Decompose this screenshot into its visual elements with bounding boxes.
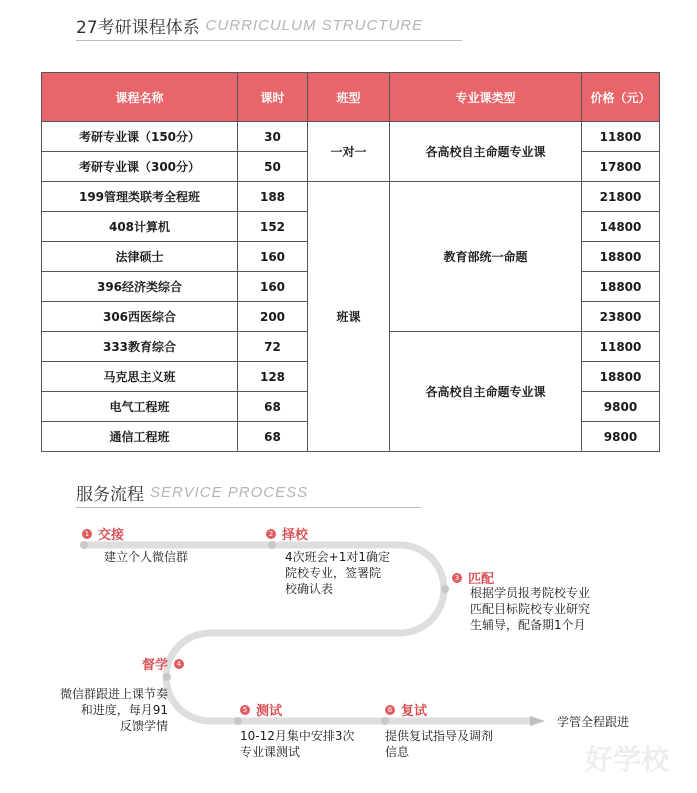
step-label: 复试 xyxy=(401,704,428,719)
step-4-title xyxy=(142,654,184,673)
major-type-cell: 各高校自主命题专业课 xyxy=(390,332,582,452)
course-hours: 72 xyxy=(238,332,308,362)
course-hours: 188 xyxy=(238,182,308,212)
step-1-title xyxy=(82,524,124,543)
step-5-desc xyxy=(240,728,355,760)
step-number-icon: 4 xyxy=(174,659,184,669)
course-name: 通信工程班 xyxy=(42,422,238,452)
course-hours: 160 xyxy=(238,242,308,272)
step-6-desc xyxy=(385,728,493,760)
course-price: 17800 xyxy=(582,152,660,182)
desc-line: 匹配目标院校专业研究 xyxy=(470,602,591,616)
class-type-cell: 一对一 xyxy=(308,122,390,182)
course-hours: 128 xyxy=(238,362,308,392)
course-price: 18800 xyxy=(582,242,660,272)
step-label: 督学 xyxy=(142,658,169,673)
desc-line: 信息 xyxy=(385,745,410,759)
step-3-desc xyxy=(470,585,590,633)
final-step: 学管全程跟进 xyxy=(557,715,630,729)
course-price: 21800 xyxy=(582,182,660,212)
header-hours: 课时 xyxy=(238,73,308,122)
course-hours: 200 xyxy=(238,302,308,332)
step-label: 测试 xyxy=(256,704,283,719)
step-number-icon: 1 xyxy=(82,529,92,539)
step-5-title xyxy=(240,700,282,719)
header-major-type: 专业课类型 xyxy=(390,73,582,122)
course-hours: 68 xyxy=(238,392,308,422)
dot-icon xyxy=(441,585,449,593)
course-name: 333教育综合 xyxy=(42,332,238,362)
course-name: 考研专业课（300分） xyxy=(42,152,238,182)
course-hours: 50 xyxy=(238,152,308,182)
desc-line: 校确认表 xyxy=(285,582,334,596)
desc-line: 反馈学情 xyxy=(119,719,168,733)
service-title: 服务流程 xyxy=(76,484,144,505)
course-hours: 68 xyxy=(238,422,308,452)
course-price: 11800 xyxy=(582,332,660,362)
dot-icon xyxy=(163,673,171,681)
course-price: 9800 xyxy=(582,392,660,422)
desc-line: 4次班会+1对1确定 xyxy=(285,550,390,564)
course-name: 电气工程班 xyxy=(42,392,238,422)
desc-line: 提供复试指导及调剂 xyxy=(385,729,494,743)
step-2-title xyxy=(266,524,308,543)
course-name: 199管理类联考全程班 xyxy=(42,182,238,212)
course-name: 306西医综合 xyxy=(42,302,238,332)
major-type-cell: 各高校自主命题专业课 xyxy=(390,122,582,182)
class-type-cell: 班课 xyxy=(308,182,390,452)
header-class-type: 班型 xyxy=(308,73,390,122)
desc-line: 微信群跟进上课节奏 xyxy=(59,687,168,701)
process-arrow-icon xyxy=(530,716,545,726)
step-number-icon: 2 xyxy=(266,529,276,539)
desc-line: 生辅导，配备期1个月 xyxy=(470,618,586,632)
step-4-desc xyxy=(38,686,168,734)
course-hours: 30 xyxy=(238,122,308,152)
curriculum-title-en: CURRICULUM STRUCTURE xyxy=(205,16,424,34)
step-number-icon: 5 xyxy=(240,705,250,715)
course-price: 18800 xyxy=(582,272,660,302)
course-name: 法律硕士 xyxy=(42,242,238,272)
course-price: 18800 xyxy=(582,362,660,392)
course-price: 23800 xyxy=(582,302,660,332)
desc-line: 根据学员报考院校专业 xyxy=(470,586,591,600)
step-label: 交接 xyxy=(98,528,125,543)
step-2-desc xyxy=(285,549,390,597)
desc-line: 院校专业，签署院 xyxy=(285,566,382,580)
desc-line: 建立个人微信群 xyxy=(104,550,189,564)
curriculum-title: 27考研课程体系 xyxy=(76,17,200,38)
header-price: 价格（元） xyxy=(582,73,660,122)
course-price: 9800 xyxy=(582,422,660,452)
course-hours: 160 xyxy=(238,272,308,302)
step-number-icon: 3 xyxy=(452,573,462,583)
course-name: 马克思主义班 xyxy=(42,362,238,392)
watermark-logo: 好学校 xyxy=(585,743,670,776)
desc-line: 和进度，每月91 xyxy=(80,703,168,717)
step-label: 择校 xyxy=(282,528,309,543)
service-title-en: SERVICE PROCESS xyxy=(150,483,309,501)
step-label: 匹配 xyxy=(468,572,495,587)
step-6-title xyxy=(385,700,427,719)
course-hours: 152 xyxy=(238,212,308,242)
desc-line: 10-12月集中安排3次 xyxy=(240,729,355,743)
course-price: 14800 xyxy=(582,212,660,242)
course-price: 11800 xyxy=(582,122,660,152)
header-course-name: 课程名称 xyxy=(42,73,238,122)
course-name: 考研专业课（150分） xyxy=(42,122,238,152)
course-name: 396经济类综合 xyxy=(42,272,238,302)
step-number-icon: 6 xyxy=(385,705,395,715)
course-name: 408计算机 xyxy=(42,212,238,242)
major-type-cell: 教育部统一命题 xyxy=(390,182,582,332)
step-1-desc xyxy=(104,549,188,565)
desc-line: 专业课测试 xyxy=(240,745,301,759)
